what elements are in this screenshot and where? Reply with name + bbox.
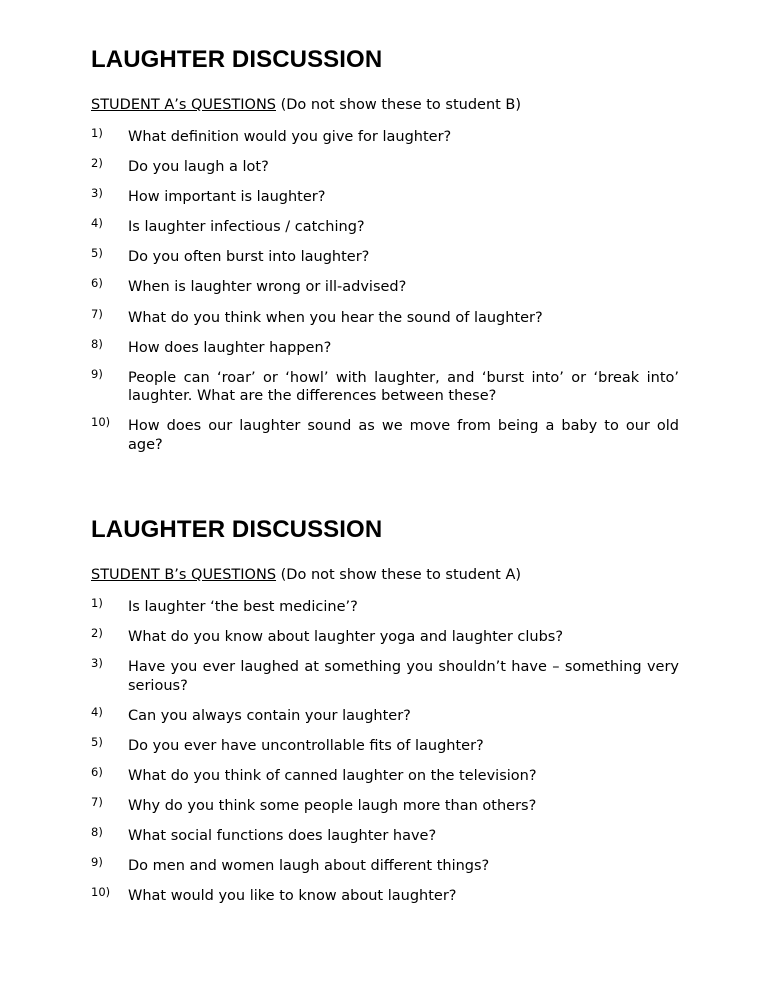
question-text: What do you know about laughter yoga and laughter clubs? bbox=[128, 629, 564, 646]
question-item bbox=[91, 857, 679, 876]
subtitle-rest: (Do not show these to student B) bbox=[276, 97, 522, 113]
question-number: 2) bbox=[91, 626, 103, 641]
section-subtitle bbox=[91, 566, 679, 584]
question-item bbox=[91, 306, 679, 328]
question-text: How important is laughter? bbox=[128, 189, 326, 206]
subtitle-underlined: STUDENT B’s QUESTIONS bbox=[91, 567, 277, 583]
question-item bbox=[91, 827, 679, 846]
question-list bbox=[91, 598, 679, 906]
question-text: Do men and women laugh about different things? bbox=[128, 858, 490, 875]
question-text: What definition would you give for laughter? bbox=[128, 129, 452, 145]
question-item bbox=[91, 734, 679, 756]
question-number: 1) bbox=[91, 126, 103, 140]
question-item bbox=[91, 188, 679, 207]
question-text: Why do you think some people laugh more than others? bbox=[128, 798, 537, 815]
question-item bbox=[91, 218, 679, 237]
question-number: 6) bbox=[91, 764, 103, 779]
question-text: What do you think of canned laughter on the television? bbox=[128, 767, 537, 784]
question-number: 3) bbox=[91, 656, 103, 671]
question-item bbox=[91, 336, 679, 358]
question-number: 7) bbox=[91, 795, 103, 810]
question-number: 5) bbox=[91, 734, 103, 749]
question-list bbox=[91, 128, 679, 454]
question-item bbox=[91, 417, 679, 454]
question-item bbox=[91, 158, 679, 177]
question-number: 3) bbox=[91, 186, 103, 201]
question-item bbox=[91, 628, 679, 647]
question-text: Do you often burst into laughter? bbox=[128, 249, 370, 266]
question-item bbox=[91, 797, 679, 816]
question-item bbox=[91, 366, 679, 406]
question-number: 6) bbox=[91, 276, 103, 291]
question-number: 9) bbox=[91, 855, 103, 870]
question-text: Do you laugh a lot? bbox=[128, 159, 269, 176]
section-student-b bbox=[91, 516, 679, 917]
subtitle-rest: (Do not show these to student A) bbox=[276, 567, 522, 583]
question-item bbox=[91, 598, 679, 617]
question-text: How does our laughter sound as we move from being a baby to our old age? bbox=[128, 418, 679, 453]
question-item bbox=[91, 248, 679, 267]
question-number: 8) bbox=[91, 336, 103, 351]
question-number: 10) bbox=[91, 885, 111, 900]
question-item bbox=[91, 764, 679, 786]
question-item bbox=[91, 128, 679, 147]
section-title: LAUGHTER DISCUSSION bbox=[91, 46, 383, 73]
question-text: When is laughter wrong or ill-advised? bbox=[128, 279, 407, 296]
section-student-a bbox=[91, 46, 679, 466]
question-text: Have you ever laughed at something you shouldn’t have – something very serious? bbox=[128, 659, 679, 694]
question-text: Do you ever have uncontrollable fits of laughter? bbox=[128, 737, 484, 754]
question-number: 8) bbox=[91, 825, 103, 840]
question-text: Is laughter ‘the best medicine’? bbox=[128, 599, 358, 615]
question-number: 7) bbox=[91, 306, 103, 321]
question-item bbox=[91, 658, 679, 695]
subtitle-underlined: STUDENT A’s QUESTIONS bbox=[91, 97, 276, 113]
question-number: 5) bbox=[91, 246, 103, 261]
question-number: 1) bbox=[91, 596, 103, 610]
question-number: 10) bbox=[91, 415, 111, 430]
question-number: 4) bbox=[91, 704, 103, 719]
question-text: Is laughter infectious / catching? bbox=[128, 219, 365, 236]
question-number: 2) bbox=[91, 156, 103, 171]
section-title: LAUGHTER DISCUSSION bbox=[91, 516, 383, 543]
question-text: Can you always contain your laughter? bbox=[128, 707, 411, 724]
question-text: What do you think when you hear the sound of laughter? bbox=[128, 309, 543, 326]
question-number: 4) bbox=[91, 216, 103, 231]
question-text: What social functions does laughter have? bbox=[128, 828, 437, 845]
question-text: What would you like to know about laughter? bbox=[128, 888, 457, 905]
question-text: How does laughter happen? bbox=[128, 339, 332, 356]
section-subtitle bbox=[91, 96, 679, 114]
question-number: 9) bbox=[91, 366, 103, 381]
question-item bbox=[91, 887, 679, 906]
question-item bbox=[91, 704, 679, 726]
question-text: People can ‘roar’ or ‘howl’ with laughter, and ‘burst into’ or ‘break into’ laughter. What are the differences between these? bbox=[128, 369, 679, 405]
question-item bbox=[91, 278, 679, 297]
